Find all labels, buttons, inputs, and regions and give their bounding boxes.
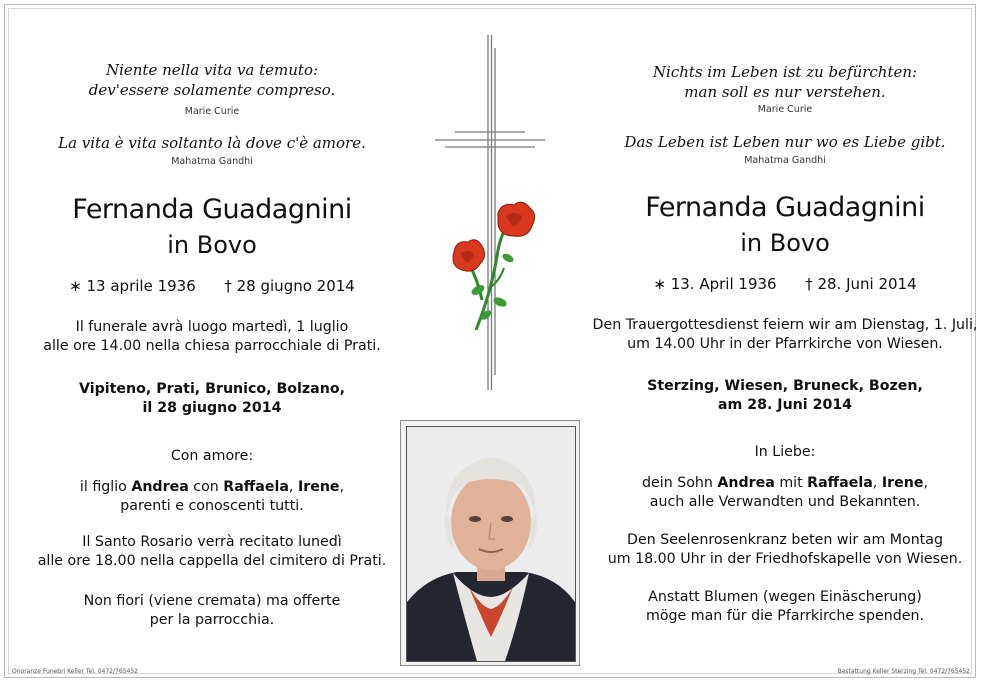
text-line: Non fiori (viene cremata) ma offerte [83,593,341,609]
flowers-note [22,592,402,630]
portrait-frame [400,420,580,666]
cross-icon [430,30,552,395]
family-list [22,478,402,516]
text-line: möge man für die Pfarrkirche spenden. [646,608,924,624]
quote-author: Marie Curie [184,106,240,117]
quote-author: Mahatma Gandhi [171,156,253,167]
text-line: Den Seelenrosenkranz beten wir am Montag [627,532,943,548]
quote-curie-it [22,60,402,100]
text-line: Vipiteno, Prati, Brunico, Bolzano, [79,381,345,397]
italian-column [22,0,402,685]
deceased-name: Fernanda Guadagnini [72,194,352,225]
text-line: il 28 giugno 2014 [142,400,282,416]
rosary-info [585,531,982,569]
birth-date: 13. April 1936 [670,275,777,293]
places-date [585,377,982,415]
family-list [585,474,982,512]
portrait-photo [406,426,576,662]
quote-gandhi-de: Das Leben ist Leben nur wo es Liebe gibt. [624,133,946,151]
maiden-prefix: in [167,231,190,259]
quote-line: Niente nella vita va temuto: [105,61,319,79]
flowers-note [585,588,982,626]
death-symbol: † [224,277,232,295]
love-heading: In Liebe: [754,444,816,460]
maiden-surname: Bovo [769,229,830,257]
maiden-name [585,228,982,258]
life-dates [22,277,402,296]
text-line: Sterzing, Wiesen, Bruneck, Bozen, [647,378,923,394]
quote-line: dev'essere solamente compreso. [88,81,336,99]
text-line: alle ore 18.00 nella cappella del cimitero di Prati. [37,553,387,569]
text-line: parenti e conoscenti tutti. [120,498,304,514]
places-date [22,380,402,418]
quote-line: Nichts im Leben ist zu befürchten: [652,63,918,81]
roses-icon [453,202,535,330]
death-date: 28 giugno 2014 [236,277,355,295]
funeral-info [585,316,982,354]
text-line: um 14.00 Uhr in der Pfarrkirche von Wiesen. [627,336,943,352]
footer-credit-left: Onoranze Funebri Keller Tel. 0472/765452 [12,668,138,675]
quote-author: Marie Curie [757,104,813,115]
quote-curie-de [585,62,982,102]
footer-credit-right: Bestattung Keller Sterzing Tel. 0472/765452 [837,668,970,675]
death-symbol: † [805,275,813,293]
funeral-info [22,318,402,356]
text-line: am 28. Juni 2014 [717,397,853,413]
maiden-surname: Bovo [196,231,257,259]
maiden-name [22,230,402,260]
birth-symbol: ∗ [653,275,666,293]
quote-gandhi-it: La vita è vita soltanto là dove c'è amore. [58,134,366,152]
text-line: Den Trauergottesdienst feiern wir am Dienstag, 1. Juli, [592,317,978,333]
quote-line: man soll es nur verstehen. [684,83,886,101]
text-line: dein Sohn Andrea mit Raffaela, Irene, [642,475,928,491]
love-heading: Con amore: [170,448,254,464]
german-column [585,0,982,685]
death-date: 28. Juni 2014 [817,275,917,293]
birth-date: 13 aprile 1936 [86,277,196,295]
quote-author: Mahatma Gandhi [744,155,826,166]
text-line: Il Santo Rosario verrà recitato lunedì [82,534,342,550]
deceased-name: Fernanda Guadagnini [645,192,925,223]
life-dates [585,275,982,294]
text-line: Anstatt Blumen (wegen Einäscherung) [648,589,922,605]
portrait-illustration [407,427,575,661]
text-line: per la parrocchia. [149,612,275,628]
text-line: alle ore 14.00 nella chiesa parrocchiale di Prati. [43,338,381,354]
rosary-info [22,533,402,571]
text-line: il figlio Andrea con Raffaela, Irene, [79,479,345,495]
text-line: auch alle Verwandten und Bekannten. [649,494,921,510]
maiden-prefix: in [740,229,763,257]
text-line: um 18.00 Uhr in der Friedhofskapelle von Wiesen. [607,551,963,567]
birth-symbol: ∗ [69,277,82,295]
text-line: Il funerale avrà luogo martedì, 1 luglio [75,319,349,335]
